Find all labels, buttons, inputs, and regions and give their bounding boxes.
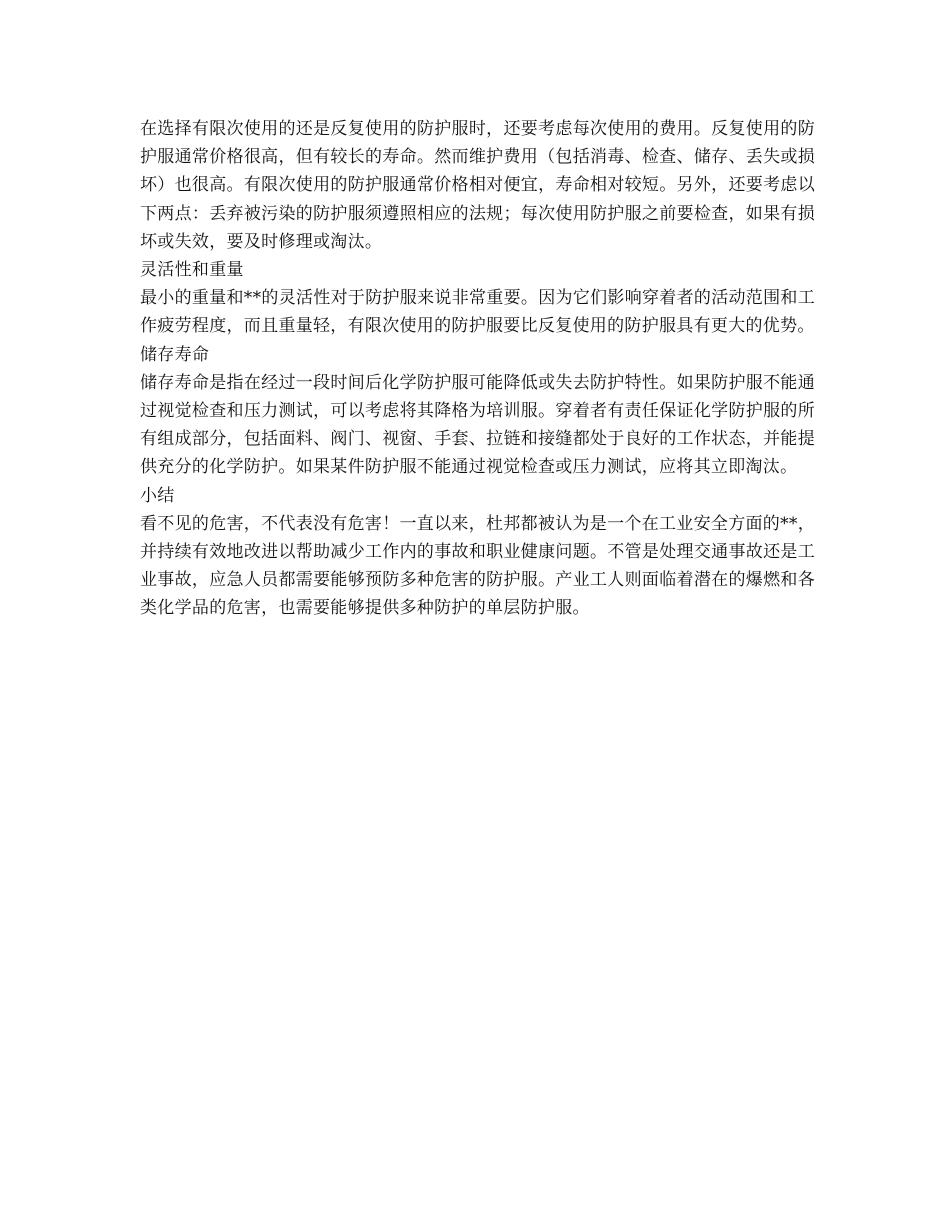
paragraph-storage-life: 储存寿命是指在经过一段时间后化学防护服可能降低或失去防护特性。如果防护服不能通过视觉检查和压力测试，可以考虑将其降格为培训服。穿着者有责任保证化学防护服的所有组成部分，包括面料、阀门、视窗、手套、拉链和接缝都处于良好的工作状态，并能提供充分的化学防护。如果某件防护服不能通过视觉检查或压力测试，应将其立即淘汰。 (140, 372, 815, 478)
heading-storage-life: 储存寿命 (140, 344, 210, 365)
paragraph-flexibility-weight: 最小的重量和**的灵活性对于防护服来说非常重要。因为它们影响穿着者的活动范围和工作疲劳程度，而且重量轻，有限次使用的防护服要比反复使用的防护服具有更大的优势。 (140, 288, 815, 337)
document-body (140, 115, 815, 623)
heading-flexibility-weight: 灵活性和重量 (140, 260, 244, 281)
paragraph-summary: 看不见的危害，不代表没有危害！一直以来，杜邦都被认为是一个在工业安全方面的**，并持续有效地改进以帮助减少工作内的事故和职业健康问题。不管是处理交通事故还是工业事故，应急人员都需要能够预防多种危害的防护服。产业工人则面临着潜在的爆燃和各类化学品的危害，也需要能够提供多种防护的单层防护服。 (140, 513, 815, 619)
paragraph-cost: 在选择有限次使用的还是反复使用的防护服时，还要考虑每次使用的费用。反复使用的防护服通常价格很高，但有较长的寿命。然而维护费用（包括消毒、检查、储存、丢失或损坏）也很高。有限次使用的防护服通常价格相对便宜，寿命相对较短。另外，还要考虑以下两点：丢弃被污染的防护服须遵照相应的法规；每次使用防护服之前要检查，如果有损坏或失效，要及时修理或淘汰。 (140, 119, 815, 252)
heading-summary: 小结 (140, 485, 175, 506)
